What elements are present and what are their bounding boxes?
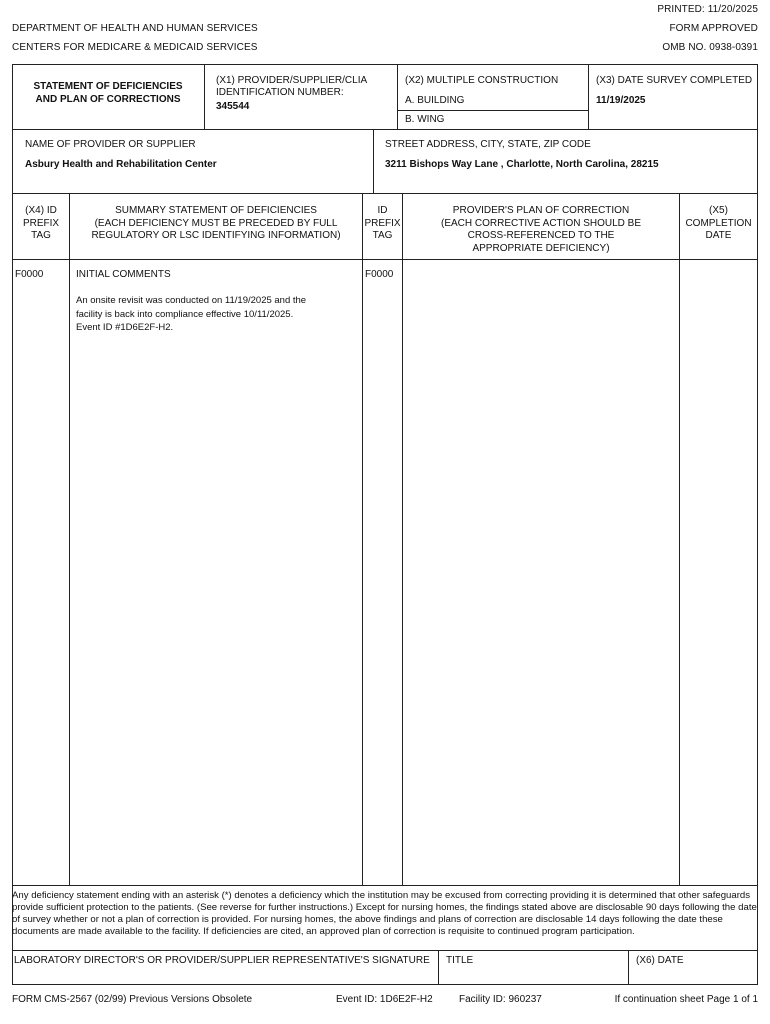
x1-value: 345544 xyxy=(216,101,250,112)
id-prefix-header: ID PREFIX TAG xyxy=(364,205,401,241)
x3-label: (X3) DATE SURVEY COMPLETED xyxy=(596,75,753,86)
x4-header: (X4) ID PREFIX TAG xyxy=(22,205,60,241)
divider xyxy=(12,950,758,951)
x5-header: (X5) COMPLETION DATE xyxy=(685,205,752,241)
title-label: TITLE xyxy=(446,955,474,966)
x2-wing: B. WING xyxy=(405,114,445,125)
divider xyxy=(204,64,205,129)
divider xyxy=(679,193,680,885)
row-id-tag: F0000 xyxy=(365,269,394,280)
event-id: Event ID: 1D6E2F-H2 xyxy=(336,994,433,1005)
frame-left xyxy=(12,64,13,984)
divider xyxy=(12,129,758,130)
row-title: INITIAL COMMENTS xyxy=(76,269,171,280)
plan-header: PROVIDER'S PLAN OF CORRECTION (EACH CORRECTIVE ACTION SHOULD BE CROSS-REFERENCED TO THE APPROPRIATE DEFICIENCY) xyxy=(440,205,642,254)
facility-id: Facility ID: 960237 xyxy=(459,994,542,1005)
frame-right xyxy=(757,64,758,984)
provider-name-label: NAME OF PROVIDER OR SUPPLIER xyxy=(25,139,196,150)
disclaimer-text: Any deficiency statement ending with an asterisk (*) denotes a deficiency which the institution may be excused from correcting providing it is determined that other safeguards provide sufficient protection to the patients. (See reverse for further instructions.) Except for nursing homes, the findings stated above are disclosable 90 days following the date of survey whether or not a plan of correction is provided. For nursing homes, the above findings and plans of correction are disclosable 14 days following the date these documents are made available to the facility. If deficiencies are cited, an approved plan of correction is requisite to continued program participation. xyxy=(12,890,757,937)
divider xyxy=(402,193,403,885)
divider xyxy=(362,193,363,885)
divider xyxy=(397,110,588,111)
form-id: FORM CMS-2567 (02/99) Previous Versions Obsolete xyxy=(12,994,253,1005)
row-tag: F0000 xyxy=(15,269,44,280)
divider xyxy=(628,950,629,984)
address-label: STREET ADDRESS, CITY, STATE, ZIP CODE xyxy=(385,139,591,150)
omb-number: OMB NO. 0938-0391 xyxy=(662,42,758,53)
x2-label: (X2) MULTIPLE CONSTRUCTION xyxy=(405,75,559,86)
divider xyxy=(12,984,758,985)
statement-title: STATEMENT OF DEFICIENCIES AND PLAN OF CORRECTIONS xyxy=(33,81,183,105)
divider xyxy=(438,950,439,984)
x1-label: (X1) PROVIDER/SUPPLIER/CLIA IDENTIFICATION NUMBER: xyxy=(216,75,368,98)
divider xyxy=(397,64,398,129)
x6-date-label: (X6) DATE xyxy=(636,955,684,966)
divider xyxy=(12,259,758,260)
divider xyxy=(588,64,589,129)
printed-date: PRINTED: 11/20/2025 xyxy=(657,4,758,15)
signature-label: LABORATORY DIRECTOR'S OR PROVIDER/SUPPLIER REPRESENTATIVE'S SIGNATURE xyxy=(14,955,430,966)
provider-name: Asbury Health and Rehabilitation Center xyxy=(25,159,217,170)
centers-name: CENTERS FOR MEDICARE & MEDICAID SERVICES xyxy=(12,42,258,53)
department-name: DEPARTMENT OF HEALTH AND HUMAN SERVICES xyxy=(12,23,258,34)
divider xyxy=(69,193,70,885)
x3-value: 11/19/2025 xyxy=(596,95,646,106)
frame-top xyxy=(12,64,758,65)
divider xyxy=(373,129,374,193)
summary-header: SUMMARY STATEMENT OF DEFICIENCIES (EACH DEFICIENCY MUST BE PRECEDED BY FULL REGULATORY OR LSC IDENTIFYING INFORMATION) xyxy=(91,205,341,241)
page-indicator: If continuation sheet Page 1 of 1 xyxy=(614,994,758,1005)
x2-building: A. BUILDING xyxy=(405,95,465,106)
divider xyxy=(12,193,758,194)
divider xyxy=(12,885,758,886)
form-approved: FORM APPROVED xyxy=(669,23,758,34)
address-value: 3211 Bishops Way Lane , Charlotte, North Carolina, 28215 xyxy=(385,159,659,170)
row-text: An onsite revisit was conducted on 11/19/2025 and the facility is back into compliance effective 10/11/2025. Event ID #1D6E2F-H2. xyxy=(76,295,307,333)
